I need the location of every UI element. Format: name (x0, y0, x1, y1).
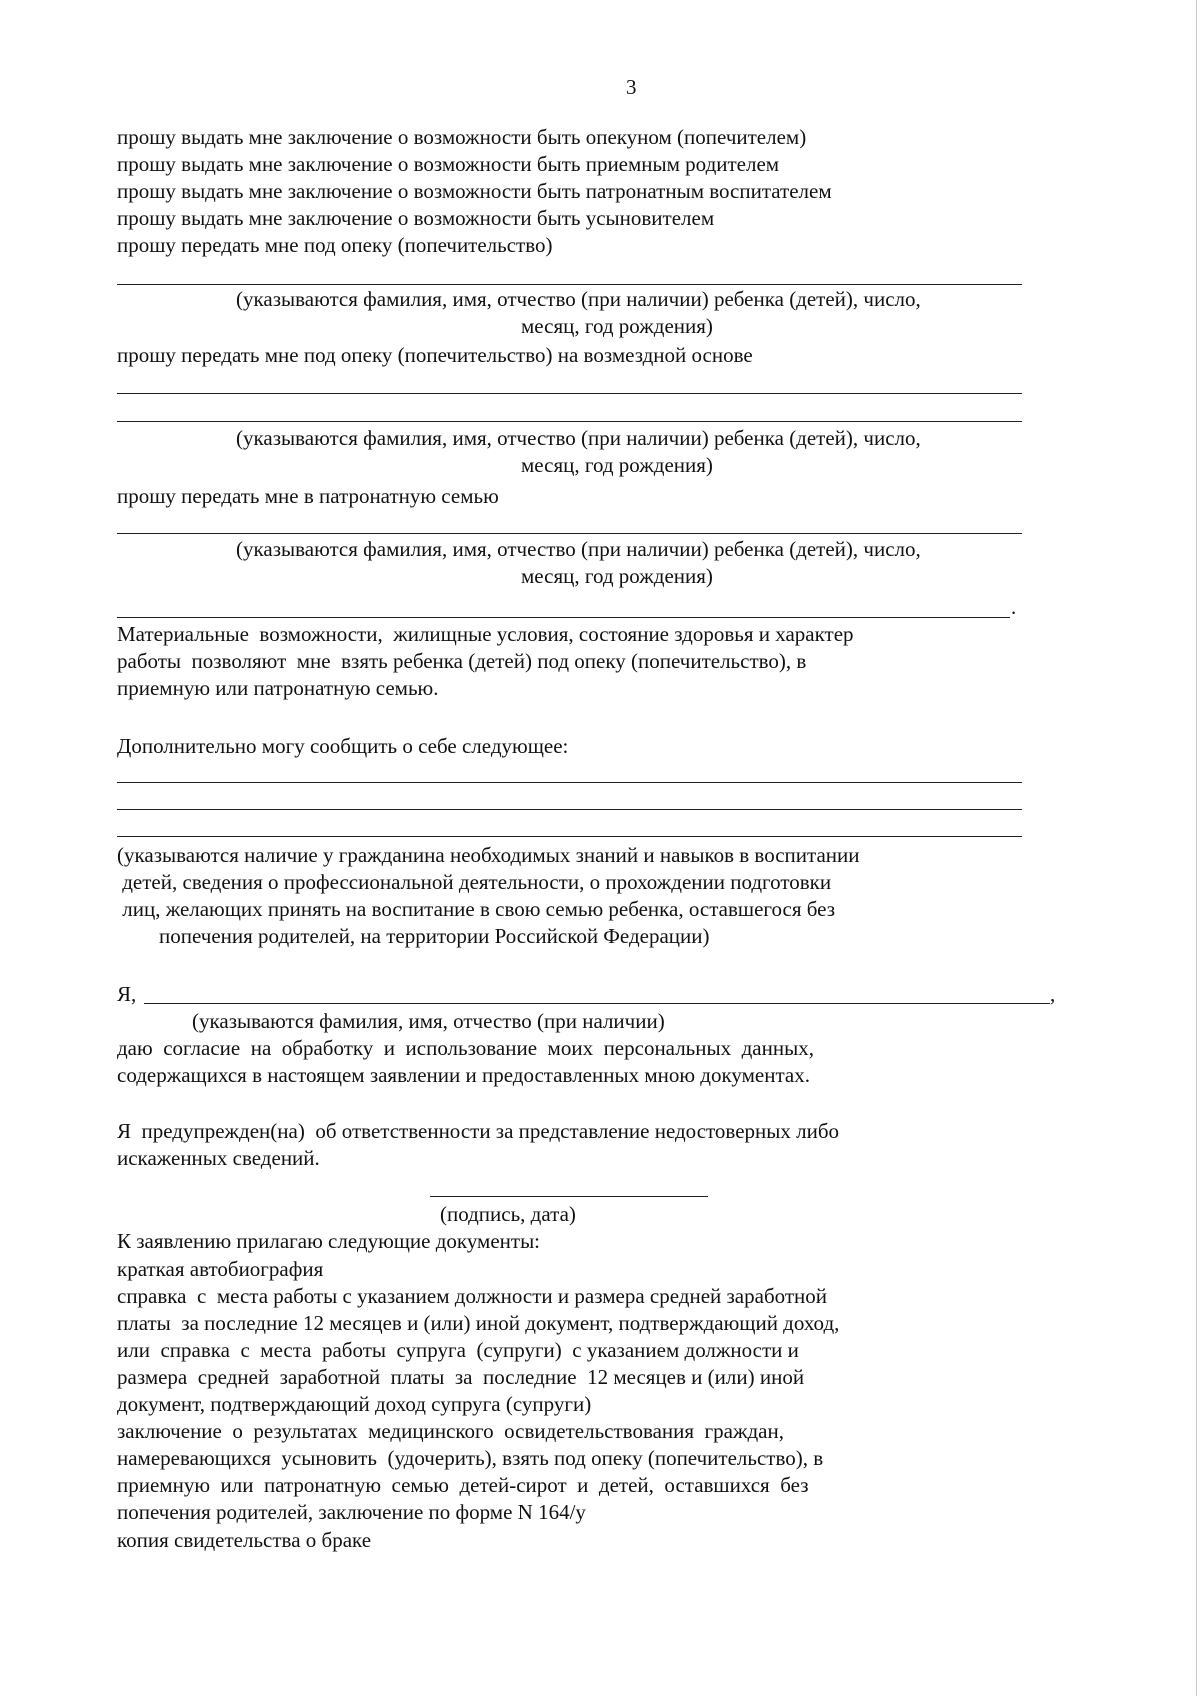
additional-hint-line-4: попечения родителей, на территории Российской Федерации) (117, 924, 710, 948)
material-line-1: Материальные возможности, жилищные условия, состояние здоровья и характер (117, 622, 854, 646)
fill-line-child-2a[interactable] (117, 393, 1022, 394)
child-hint-3-line2: месяц, год рождения) (521, 564, 713, 588)
attachment-medical-line-3: приемную или патронатную семью детей-сирот и детей, оставшихся без (117, 1473, 809, 1497)
consent-name-hint: (указываются фамилия, имя, отчество (при наличии) (192, 1009, 665, 1033)
additional-hint-line-3: лиц, желающих принять на воспитание в свою семью ребенка, оставшегося без (117, 897, 836, 921)
warning-line-2: искаженных сведений. (117, 1146, 320, 1170)
attachment-income-line-2: платы за последние 12 месяцев и (или) иной документ, подтверждающий доход, (117, 1311, 840, 1335)
fill-line-additional-2[interactable] (117, 809, 1022, 810)
child-hint-1-line2: месяц, год рождения) (521, 314, 713, 338)
request-patronage-educator: прошу выдать мне заключение о возможности быть патронатным воспитателем (117, 179, 832, 203)
attachment-income-line-1: справка с места работы с указанием должности и размера средней заработной (117, 1284, 828, 1308)
consent-text-line-1: даю согласие на обработку и использование моих персональных данных, (117, 1036, 814, 1060)
consent-text-line-2: содержащихся в настоящем заявлении и предоставленных мною документах. (117, 1063, 810, 1087)
fill-line-child-1[interactable] (117, 284, 1022, 285)
material-line-3: приемную или патронатную семью. (117, 676, 439, 700)
attachments-header: К заявлению прилагаю следующие документы: (117, 1229, 541, 1253)
child-hint-3-line1: (указываются фамилия, имя, отчество (при наличии) ребенка (детей), число, (236, 537, 921, 561)
consent-suffix: , (1050, 982, 1056, 1006)
child-hint-2-line1: (указываются фамилия, имя, отчество (при наличии) ребенка (детей), число, (236, 426, 921, 450)
attachment-medical-line-4: попечения родителей, заключение по форме N 164/у (117, 1500, 586, 1524)
additional-hint-line-2: детей, сведения о профессиональной деятельности, о прохождении подготовки (117, 870, 832, 894)
scan-edge (1196, 0, 1197, 1696)
request-paid-guardianship: прошу передать мне под опеку (попечительство) на возмездной основе (117, 343, 753, 367)
attachment-income-line-4: размера средней заработной платы за последние 12 месяцев и (или) иной (117, 1365, 805, 1389)
trailing-period: . (1011, 595, 1017, 619)
fill-line-child-4[interactable] (117, 617, 1010, 618)
attachment-medical-line-1: заключение о результатах медицинского освидетельствования граждан, (117, 1419, 784, 1443)
consent-prefix: Я, (117, 982, 137, 1006)
request-adopter: прошу выдать мне заключение о возможности быть усыновителем (117, 206, 715, 230)
warning-line-1: Я предупрежден(на) об ответственности за представление недостоверных либо (117, 1119, 840, 1143)
attachment-income-line-5: документ, подтверждающий доход супруга (супруги) (117, 1392, 592, 1416)
fill-line-name[interactable] (144, 1003, 1050, 1004)
request-guardian: прошу выдать мне заключение о возможности быть опекуном (попечителем) (117, 125, 807, 149)
page-number: 3 (626, 75, 637, 99)
fill-line-additional-3[interactable] (117, 836, 1022, 837)
fill-line-child-3[interactable] (117, 533, 1022, 534)
request-guardianship: прошу передать мне под опеку (попечительство) (117, 233, 553, 257)
child-hint-2-line2: месяц, год рождения) (521, 453, 713, 477)
material-line-2: работы позволяют мне взять ребенка (детей) под опеку (попечительство), в (117, 649, 807, 673)
request-foster-parent: прошу выдать мне заключение о возможности быть приемным родителем (117, 152, 780, 176)
request-foster-family: прошу передать мне в патронатную семью (117, 484, 499, 508)
fill-line-child-2b[interactable] (117, 421, 1022, 422)
attachment-income-line-3: или справка с места работы супруга (супруги) с указанием должности и (117, 1338, 799, 1362)
child-hint-1-line1: (указываются фамилия, имя, отчество (при наличии) ребенка (детей), число, (236, 287, 921, 311)
signature-line[interactable] (430, 1196, 708, 1197)
fill-line-additional-1[interactable] (117, 782, 1022, 783)
attachment-medical-line-2: намеревающихся усыновить (удочерить), взять под опеку (попечительство), в (117, 1446, 824, 1470)
additional-info-label: Дополнительно могу сообщить о себе следующее: (117, 734, 569, 758)
signature-hint: (подпись, дата) (440, 1202, 576, 1226)
attachment-marriage-certificate: копия свидетельства о браке (117, 1528, 372, 1552)
additional-hint-line-1: (указываются наличие у гражданина необходимых знаний и навыков в воспитании (117, 843, 860, 867)
attachment-autobiography: краткая автобиография (117, 1257, 324, 1281)
